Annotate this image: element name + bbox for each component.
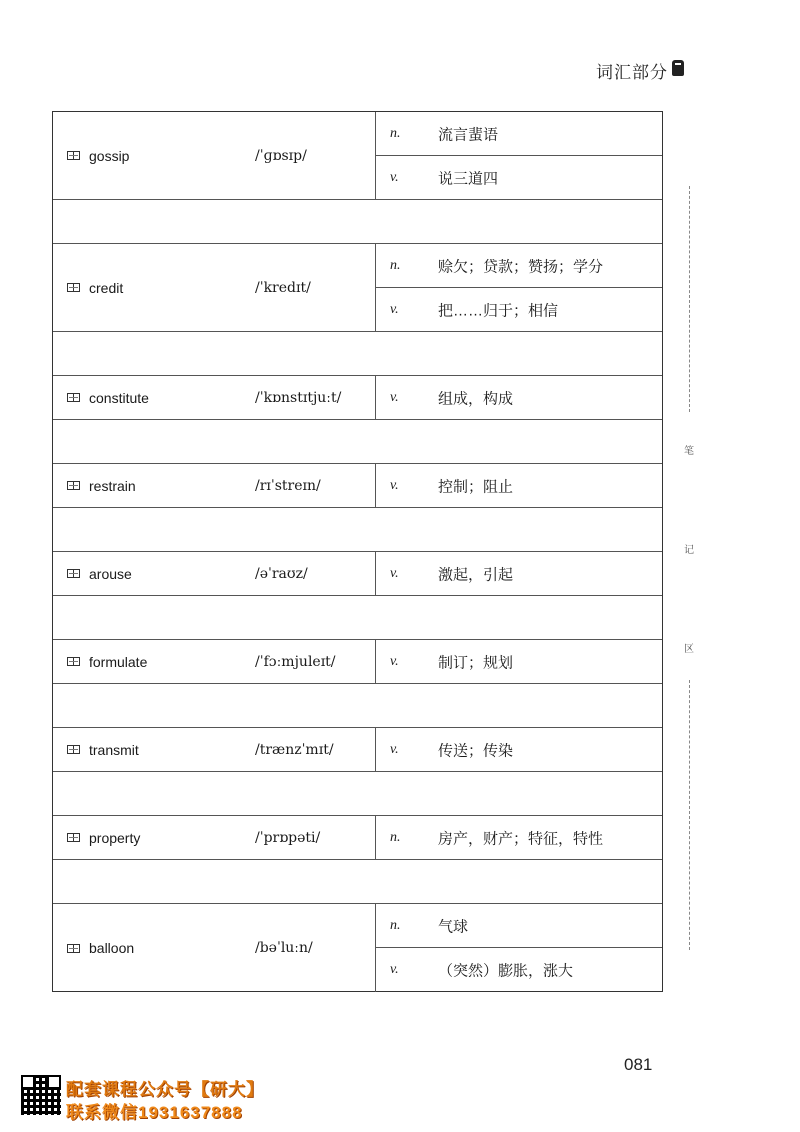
meaning-text: 组成，构成 — [438, 390, 514, 408]
notes-label-char: 记 — [684, 545, 694, 556]
word-cell — [67, 478, 136, 494]
word-cell — [67, 654, 147, 670]
word-text: transmit — [89, 741, 139, 758]
phonetic-text: /ˈɡɒsɪp/ — [255, 147, 307, 164]
definition-line — [376, 816, 662, 860]
part-of-speech: n. — [390, 125, 401, 141]
vocab-row — [53, 112, 662, 200]
blank-note-row — [53, 596, 662, 640]
part-of-speech: v. — [390, 390, 399, 405]
definition-line — [376, 728, 662, 772]
meaning-text: 气球 — [438, 918, 469, 935]
word-cell — [67, 148, 129, 164]
word-cell — [67, 742, 139, 758]
blank-note-row — [53, 420, 662, 464]
definitions-cell — [375, 376, 662, 419]
word-text: balloon — [89, 940, 135, 956]
book-icon — [67, 833, 80, 842]
definitions-cell — [375, 728, 662, 771]
word-cell — [67, 390, 149, 406]
definitions-cell — [375, 816, 662, 859]
definitions-cell — [375, 464, 662, 507]
definitions-cell — [375, 112, 662, 199]
definition-line — [376, 640, 662, 684]
definition-line — [376, 948, 662, 992]
meaning-text: 房产，财产；特征，特性 — [438, 830, 604, 848]
phonetic-text: /ˈkɒnstɪtjuːt/ — [255, 389, 342, 406]
definition-line — [376, 464, 662, 508]
definitions-cell — [375, 904, 662, 992]
section-icon — [672, 60, 684, 76]
definition-line — [376, 552, 662, 596]
definitions-cell — [375, 244, 662, 331]
vocab-row — [53, 244, 662, 332]
book-icon — [67, 569, 80, 578]
page-number: 081 — [624, 1055, 653, 1074]
definition-line — [376, 376, 662, 420]
blank-note-row — [53, 684, 662, 728]
part-of-speech: v. — [390, 566, 399, 581]
word-text: formulate — [89, 653, 148, 670]
word-text: property — [89, 829, 141, 846]
part-of-speech: v. — [390, 962, 399, 977]
phonetic-text: /trænzˈmɪt/ — [255, 741, 334, 758]
vocab-row — [53, 376, 662, 420]
vocab-row — [53, 552, 662, 596]
part-of-speech: v. — [390, 302, 399, 317]
blank-note-row — [53, 332, 662, 376]
meaning-text: （突然）膨胀，涨大 — [438, 962, 574, 980]
book-icon — [67, 393, 80, 402]
part-of-speech: n. — [390, 917, 401, 933]
meaning-text: 控制；阻止 — [438, 478, 514, 496]
definition-line — [376, 112, 662, 156]
definitions-cell — [375, 640, 662, 683]
promo-line-1: 配套课程公众号【研大】 — [66, 1080, 264, 1099]
phonetic-text: /əˈraʊz/ — [255, 565, 308, 582]
qr-code-icon — [21, 1075, 61, 1115]
word-cell — [67, 830, 140, 846]
notes-label-char: 区 — [684, 644, 694, 655]
vocab-row — [53, 816, 662, 860]
vocab-row — [53, 464, 662, 508]
book-icon — [67, 657, 80, 666]
part-of-speech: n. — [390, 830, 401, 845]
word-text: gossip — [89, 147, 130, 164]
definition-line — [376, 244, 662, 288]
part-of-speech: v. — [390, 654, 399, 669]
part-of-speech: v. — [390, 742, 399, 757]
word-text: arouse — [89, 565, 132, 582]
meaning-text: 传送；传染 — [438, 742, 514, 760]
definition-line — [376, 904, 662, 948]
blank-note-row — [53, 860, 662, 904]
meaning-text: 赊欠；贷款；赞扬；学分 — [438, 258, 604, 275]
part-of-speech: v. — [390, 478, 399, 493]
word-cell — [67, 940, 134, 956]
section-title: 词汇部分 — [596, 63, 668, 82]
book-icon — [67, 283, 80, 292]
meaning-text: 把……归于；相信 — [438, 302, 559, 320]
word-cell — [67, 280, 123, 296]
book-icon — [67, 745, 80, 754]
word-text: restrain — [89, 477, 136, 494]
definition-line — [376, 156, 662, 200]
phonetic-text: /ˈfɔːmjuleɪt/ — [255, 653, 336, 670]
promo-line-2: 联系微信1931637888 — [66, 1103, 243, 1122]
definition-line — [376, 288, 662, 332]
blank-note-row — [53, 508, 662, 552]
meaning-text: 制订；规划 — [438, 654, 514, 672]
vocab-row — [53, 728, 662, 772]
phonetic-text: /rɪˈstreɪn/ — [255, 477, 321, 494]
book-icon — [67, 151, 80, 160]
blank-note-row — [53, 200, 662, 244]
meaning-text: 流言蜚语 — [438, 126, 499, 143]
word-text: constitute — [89, 389, 149, 406]
meaning-text: 说三道四 — [438, 170, 499, 188]
notes-divider-top — [689, 186, 690, 412]
vocab-table — [52, 111, 663, 992]
phonetic-text: /ˈkredɪt/ — [255, 279, 311, 296]
book-icon — [67, 481, 80, 490]
phonetic-text: /ˈprɒpəti/ — [255, 829, 321, 846]
notes-label-char: 笔 — [684, 446, 694, 457]
book-icon — [67, 944, 80, 953]
vocab-row — [53, 904, 662, 992]
definitions-cell — [375, 552, 662, 595]
word-text: credit — [89, 279, 124, 296]
blank-note-row — [53, 772, 662, 816]
phonetic-text: /bəˈluːn/ — [255, 940, 313, 956]
part-of-speech: n. — [390, 257, 401, 273]
part-of-speech: v. — [390, 170, 399, 185]
meaning-text: 激起，引起 — [438, 566, 514, 584]
word-cell — [67, 566, 132, 582]
notes-divider-bottom — [689, 680, 690, 950]
vocab-row — [53, 640, 662, 684]
